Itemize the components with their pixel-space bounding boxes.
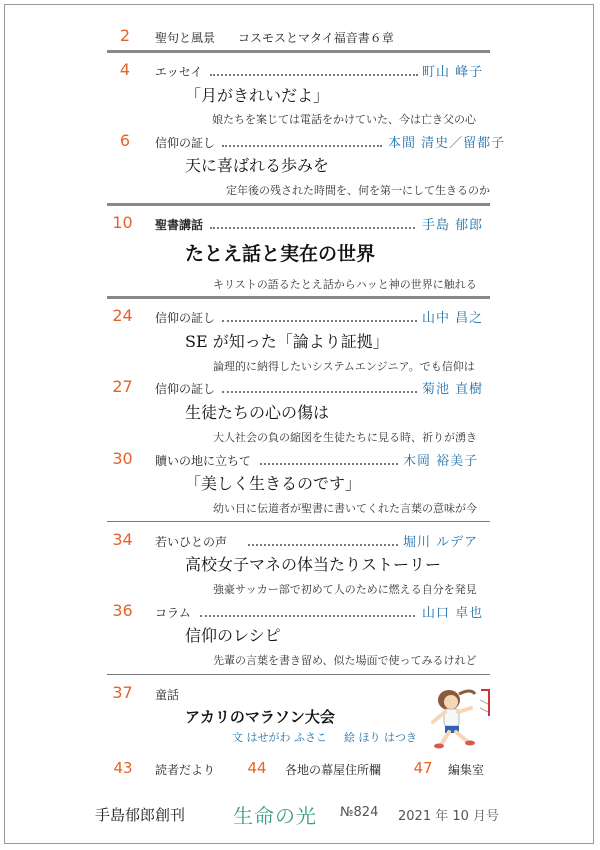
divider <box>107 521 490 522</box>
article-author: 菊池 直樹 <box>422 382 484 397</box>
article-author: 木岡 裕美子 <box>403 454 479 469</box>
issue-number: №824 <box>340 805 379 820</box>
article-title[interactable]: 生徒たちの心の傷は <box>185 403 330 422</box>
article-category: コラム <box>155 606 191 620</box>
article-title[interactable]: SE が知った「論より証拠」 <box>185 332 389 351</box>
article-title[interactable]: 「美しく生きるのです」 <box>185 474 362 493</box>
article-title[interactable]: たとえ話と実在の世界 <box>185 243 376 265</box>
article-subtitle: 娘たちを案じては電話をかけていた、今は亡き父の心 <box>212 113 476 126</box>
founder-credit: 手島郁郎創刊 <box>95 806 186 824</box>
article-category: 信仰の証し <box>155 136 216 150</box>
article-subtitle: キリストの語るたとえ話からハッと神の世界に触れる <box>213 278 477 291</box>
article-category: 贖いの地に立ちて <box>155 454 251 468</box>
article-title[interactable]: 「月がきれいだよ」 <box>185 86 330 105</box>
article-author: 山中 昌之 <box>422 311 484 326</box>
article-subtitle: 大人社会の負の縮図を生徒たちに見る時、祈りが湧き <box>213 431 477 444</box>
article-author: 町山 峰子 <box>422 65 484 80</box>
story-category: 童話 <box>155 688 180 702</box>
leader-dots <box>210 74 418 76</box>
article-page-number: 30 <box>112 449 133 468</box>
article-subtitle: 幼い日に伝道者が聖書に書いてくれた言葉の意味が今 <box>213 502 477 515</box>
article-author: 本間 清史／留都子 <box>388 136 506 151</box>
divider <box>107 203 490 206</box>
article-page-number: 4 <box>119 60 131 79</box>
leader-dots <box>222 145 382 147</box>
footer-link-editorial[interactable]: 編集室 <box>448 763 485 777</box>
article-subtitle: 論理的に納得したいシステムエンジニア。でも信仰は <box>213 360 475 373</box>
article-page-number: 34 <box>112 530 133 549</box>
article-title[interactable]: 天に喜ばれる歩みを <box>185 156 330 175</box>
leader-dots <box>222 320 417 322</box>
footer-page-number: 43 <box>113 759 133 777</box>
article-author: 山口 卓也 <box>422 606 484 621</box>
article-page-number: 36 <box>112 601 133 620</box>
article-category: 信仰の証し <box>155 382 216 396</box>
article-page-number: 10 <box>112 213 133 232</box>
article-subtitle: 先輩の言葉を書き留め、似た場面で使ってみるけれど <box>213 654 477 667</box>
article-title[interactable]: 信仰のレシピ <box>185 626 281 645</box>
article-category: エッセイ <box>155 65 203 79</box>
footer-link-readers[interactable]: 読者だより <box>155 763 216 777</box>
divider <box>107 296 490 299</box>
article-page-number: 24 <box>112 306 133 325</box>
footer-page-number: 44 <box>247 759 267 777</box>
divider <box>107 674 490 675</box>
story-credits <box>232 729 417 745</box>
footer-link-addresses[interactable]: 各地の幕屋住所欄 <box>285 763 382 777</box>
article-category: 信仰の証し <box>155 311 216 325</box>
header-page-number: 2 <box>119 26 131 45</box>
header-title: コスモスとマタイ福音書６章 <box>238 31 394 45</box>
article-title[interactable]: 高校女子マネの体当たりストーリー <box>185 555 442 574</box>
leader-dots <box>200 615 415 617</box>
magazine-title: 生命の光 <box>233 804 317 828</box>
art-credit-author: ほり はつき <box>358 731 417 744</box>
article-subtitle: 強豪サッカー部で初めて人のために燃える自分を発見 <box>213 583 477 596</box>
story-page-number: 37 <box>112 683 133 702</box>
text-credit-label: 文 <box>232 731 243 744</box>
article-category: 聖書講話 <box>155 218 204 232</box>
article-page-number: 6 <box>119 131 131 150</box>
article-subtitle: 定年後の残された時間を、何を第一にして生きるのか <box>226 184 490 197</box>
runner-girl-illustration <box>425 682 495 752</box>
story-title[interactable]: アカリのマラソン大会 <box>185 708 335 726</box>
article-author: 堀川 ルデア <box>403 535 479 550</box>
leader-dots <box>260 463 398 465</box>
leader-dots <box>222 391 417 393</box>
header-category: 聖句と風景 <box>155 31 216 45</box>
article-page-number: 27 <box>112 377 133 396</box>
divider <box>107 50 490 53</box>
issue-date: 2021 年 10 月号 <box>398 809 500 824</box>
article-author: 手島 郁郎 <box>422 218 484 233</box>
leader-dots <box>248 544 398 546</box>
article-category: 若いひとの声 <box>155 535 228 549</box>
leader-dots <box>210 227 415 229</box>
text-credit-author: はせがわ ふさこ <box>246 731 327 744</box>
footer-page-number: 47 <box>413 759 433 777</box>
art-credit-label: 絵 <box>344 731 355 744</box>
